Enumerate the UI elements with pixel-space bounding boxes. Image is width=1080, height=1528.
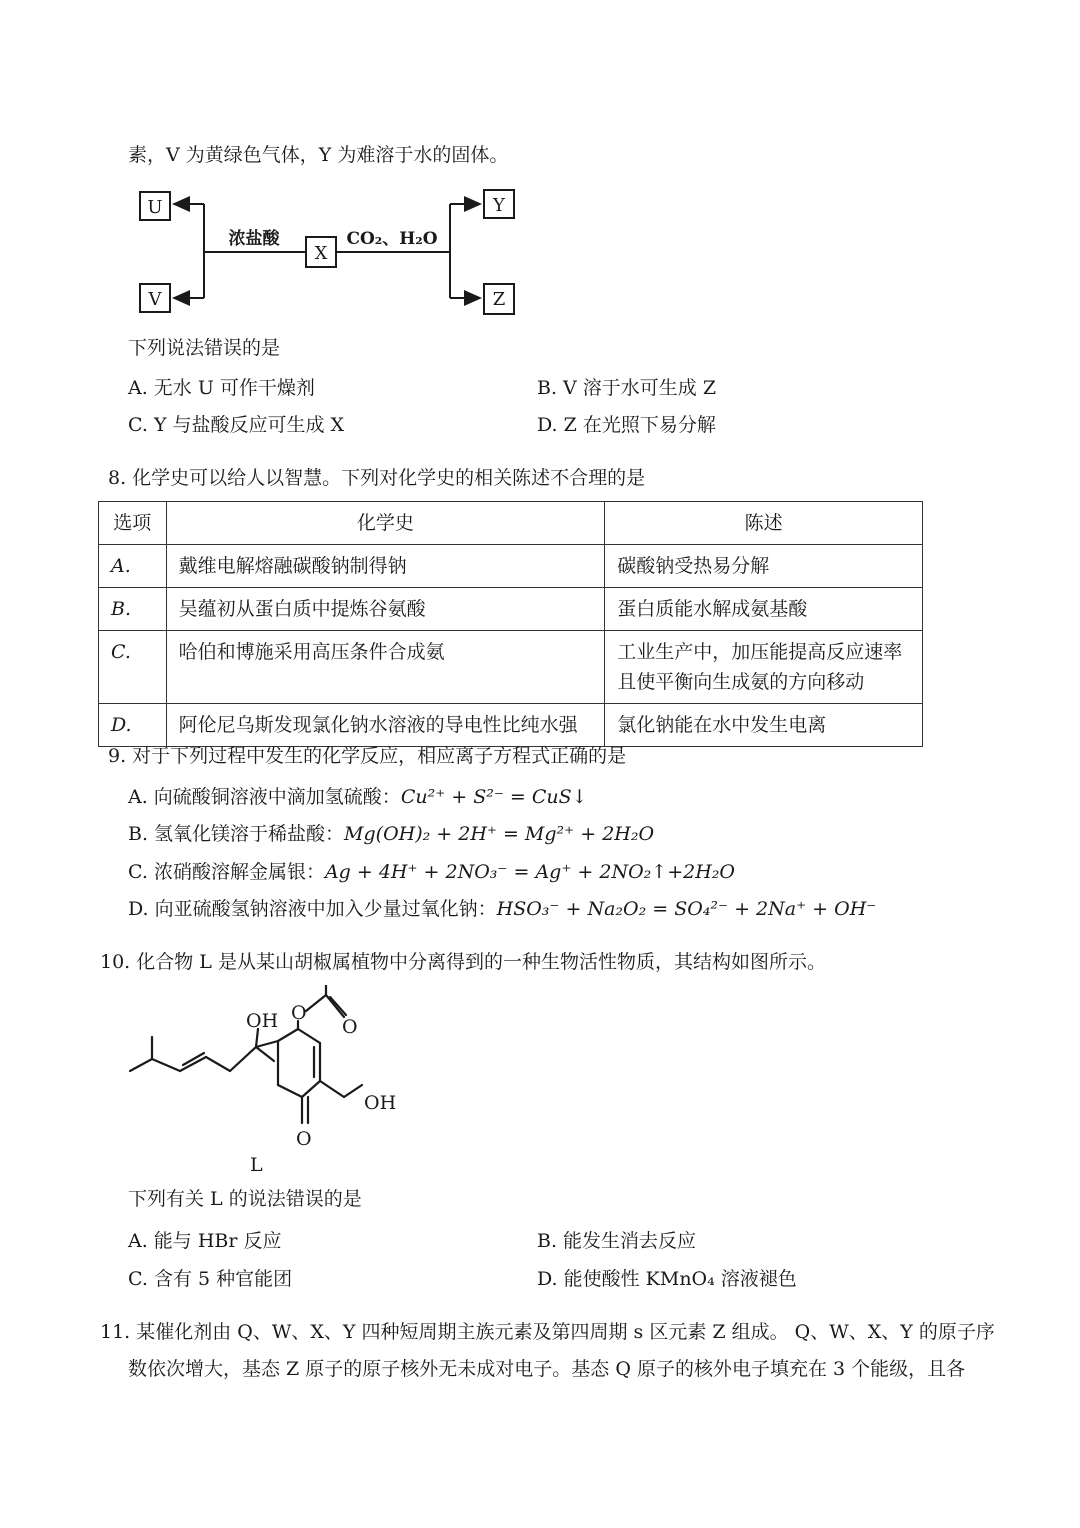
row-history: 戴维电解熔融碳酸钠制得钠 [166, 545, 605, 588]
table-row [99, 631, 923, 704]
q9-option-b-equation: Mg(OH)₂ + 2H⁺ = Mg²⁺ + 2H₂O [344, 823, 655, 845]
q9-option-a [128, 785, 588, 809]
row-history: 阿伦尼乌斯发现氯化钠水溶液的导电性比纯水强 [166, 704, 605, 747]
row-option: C. [99, 631, 167, 704]
row-history: 哈伯和博施采用高压条件合成氨 [166, 631, 605, 704]
row-statement: 工业生产中，加压能提高反应速率且使平衡向生成氨的方向移动 [605, 631, 923, 704]
q9-option-b-text: B. 氢氧化镁溶于稀盐酸： [128, 823, 345, 845]
table-row [99, 704, 923, 747]
reagent-left: 浓盐酸 [228, 229, 280, 249]
q7-option-b: B. V 溶于水可生成 Z [537, 377, 717, 399]
q7-option-a: A. 无水 U 可作干燥剂 [128, 377, 315, 399]
q9-option-d [128, 897, 876, 921]
intro-line: 素，V 为黄绿色气体，Y 为难溶于水的固体。 [128, 144, 509, 166]
chem-history-table [98, 501, 923, 747]
q9-option-d-equation: HSO₃⁻ + Na₂O₂ = SO₄²⁻ + 2Na⁺ + OH⁻ [496, 898, 877, 920]
q11-line-2: 数依次增大，基态 Z 原子的原子核外无未成对电子。基态 Q 原子的核外电子填充在 3 个能级，且各 [128, 1358, 966, 1380]
row-option: A. [99, 545, 167, 588]
row-history: 吴蕴初从蛋白质中提炼谷氨酸 [166, 588, 605, 631]
q9-option-c [128, 860, 735, 884]
q7-option-d: D. Z 在光照下易分解 [537, 414, 716, 436]
box-u-label: U [147, 197, 163, 218]
q10-option-d: D. 能使酸性 KMnO₄ 溶液褪色 [537, 1268, 797, 1290]
q10-option-c: C. 含有 5 种官能团 [128, 1268, 293, 1290]
box-v-label: V [148, 289, 162, 310]
compound-l-structure [128, 985, 418, 1180]
ester-o-label: O [291, 1002, 307, 1024]
q10-stem: 10. 化合物 L 是从某山胡椒属植物中分离得到的一种生物活性物质，其结构如图所示。 [100, 951, 826, 973]
q9-option-a-equation: Cu²⁺ + S²⁻ = CuS↓ [400, 786, 588, 808]
q11-line-1: 11. 某催化剂由 Q、W、X、Y 四种短周期主族元素及第四周期 s 区元素 Z 组成。 Q、W、X、Y 的原子序 [100, 1321, 995, 1343]
q7-prompt: 下列说法错误的是 [128, 337, 281, 359]
q10-option-a: A. 能与 HBr 反应 [128, 1230, 282, 1252]
box-y-label: Y [493, 195, 505, 216]
oh-top-label: OH [246, 1010, 279, 1032]
table-row [99, 545, 923, 588]
reagent-right: CO₂、H₂O [346, 229, 438, 249]
row-statement: 碳酸钠受热易分解 [605, 545, 923, 588]
q10-option-b: B. 能发生消去反应 [537, 1230, 697, 1252]
box-x-label: X [314, 243, 328, 264]
oh-right-label: OH [364, 1092, 397, 1114]
q9-option-b [128, 822, 654, 846]
header-history: 化学史 [166, 502, 605, 545]
ketone-o-label: O [296, 1128, 312, 1150]
q9-option-d-text: D. 向亚硫酸氢钠溶液中加入少量过氧化钠： [128, 898, 497, 920]
q9-option-c-equation: Ag + 4H⁺ + 2NO₃⁻ = Ag⁺ + 2NO₂↑+2H₂O [324, 861, 735, 883]
q8-stem: 8. 化学史可以给人以智慧。下列对化学史的相关陈述不合理的是 [108, 467, 646, 489]
header-option: 选项 [99, 502, 167, 545]
compound-name-label: L [250, 1154, 263, 1176]
reaction-diagram [130, 182, 530, 322]
row-option: B. [99, 588, 167, 631]
header-statement: 陈述 [605, 502, 923, 545]
carbonyl-o-label: O [342, 1016, 358, 1038]
row-statement: 蛋白质能水解成氨基酸 [605, 588, 923, 631]
q10-prompt: 下列有关 L 的说法错误的是 [128, 1188, 362, 1210]
row-option: D. [99, 704, 167, 747]
q9-stem: 9. 对于下列过程中发生的化学反应，相应离子方程式正确的是 [108, 745, 627, 767]
box-z-label: Z [492, 289, 506, 310]
row-statement: 氯化钠能在水中发生电离 [605, 704, 923, 747]
q9-option-c-text: C. 浓硝酸溶解金属银： [128, 861, 325, 883]
table-row [99, 588, 923, 631]
table-header-row [99, 502, 923, 545]
q7-option-c: C. Y 与盐酸反应可生成 X [128, 414, 345, 436]
q9-option-a-text: A. 向硫酸铜溶液中滴加氢硫酸： [128, 786, 401, 808]
